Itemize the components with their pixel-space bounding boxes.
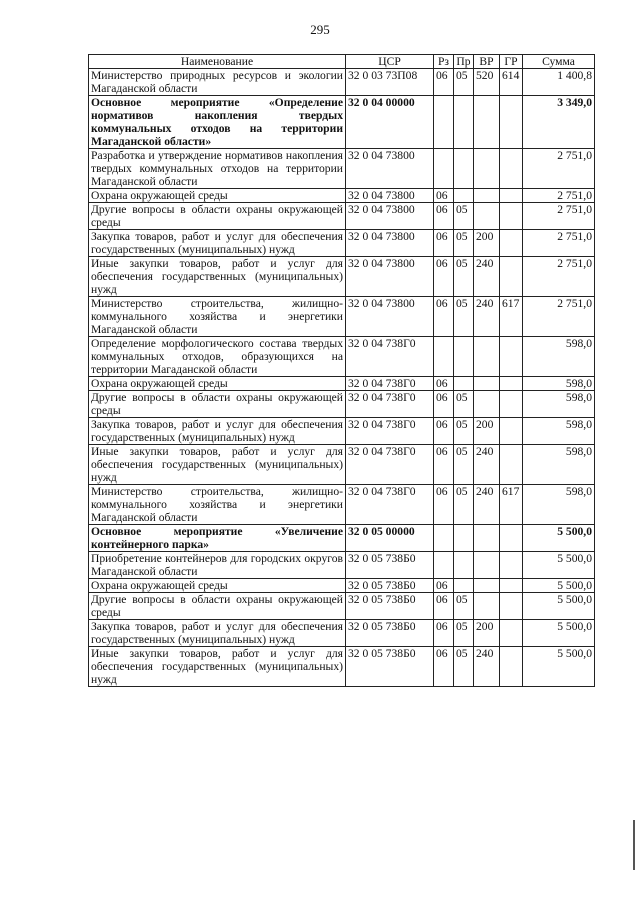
cell-pr (454, 525, 474, 552)
cell-rz: 06 (434, 377, 454, 391)
cell-rz: 06 (434, 593, 454, 620)
cell-pr: 05 (454, 203, 474, 230)
cell-gr (500, 257, 523, 297)
cell-pr (454, 189, 474, 203)
scan-edge-mark (633, 820, 635, 870)
cell-vr (474, 189, 500, 203)
cell-sum: 598,0 (523, 391, 595, 418)
cell-pr: 05 (454, 418, 474, 445)
cell-sum: 5 500,0 (523, 647, 595, 687)
page-number: 295 (310, 22, 330, 37)
cell-name: Приобретение контейнеров для городских округов Магаданской области (89, 552, 346, 579)
cell-rz (434, 149, 454, 189)
cell-rz: 06 (434, 230, 454, 257)
cell-rz: 06 (434, 189, 454, 203)
cell-pr: 05 (454, 230, 474, 257)
cell-gr (500, 96, 523, 149)
cell-csr: 32 0 04 00000 (346, 96, 434, 149)
cell-csr: 32 0 04 738Г0 (346, 337, 434, 377)
cell-vr: 240 (474, 647, 500, 687)
cell-gr (500, 525, 523, 552)
cell-csr: 32 0 05 738Б0 (346, 620, 434, 647)
cell-sum: 3 349,0 (523, 96, 595, 149)
cell-pr: 05 (454, 257, 474, 297)
header-rz: Рз (434, 55, 454, 69)
cell-rz: 06 (434, 647, 454, 687)
cell-sum: 5 500,0 (523, 525, 595, 552)
cell-gr (500, 189, 523, 203)
cell-rz: 06 (434, 579, 454, 593)
cell-sum: 5 500,0 (523, 552, 595, 579)
cell-name: Закупка товаров, работ и услуг для обеспечения государственных (муниципальных) нужд (89, 620, 346, 647)
cell-name: Основное мероприятие «Увеличение контейнерного парка» (89, 525, 346, 552)
cell-csr: 32 0 05 738Б0 (346, 552, 434, 579)
cell-pr: 05 (454, 485, 474, 525)
cell-csr: 32 0 04 73800 (346, 257, 434, 297)
header-csr: ЦСР (346, 55, 434, 69)
table-row (89, 257, 595, 297)
cell-rz (434, 525, 454, 552)
cell-csr: 32 0 03 73П08 (346, 69, 434, 96)
cell-csr: 32 0 05 00000 (346, 525, 434, 552)
cell-sum: 2 751,0 (523, 203, 595, 230)
table-row (89, 391, 595, 418)
table-row (89, 230, 595, 257)
cell-rz: 06 (434, 445, 454, 485)
cell-rz: 06 (434, 418, 454, 445)
table-row (89, 189, 595, 203)
cell-sum: 598,0 (523, 418, 595, 445)
cell-gr (500, 391, 523, 418)
cell-rz: 06 (434, 620, 454, 647)
cell-name: Определение морфологического состава твердых коммунальных отходов, образующихся на территории Магаданской области (89, 337, 346, 377)
cell-vr: 200 (474, 418, 500, 445)
cell-name: Другие вопросы в области охраны окружающей среды (89, 391, 346, 418)
cell-csr: 32 0 04 73800 (346, 297, 434, 337)
cell-name: Разработка и утверждение нормативов накопления твердых коммунальных отходов на территории Магаданской области (89, 149, 346, 189)
cell-sum: 2 751,0 (523, 189, 595, 203)
header-pr: Пр (454, 55, 474, 69)
cell-gr (500, 149, 523, 189)
cell-name: Охрана окружающей среды (89, 579, 346, 593)
cell-gr (500, 579, 523, 593)
cell-vr: 240 (474, 257, 500, 297)
cell-name: Иные закупки товаров, работ и услуг для обеспечения государственных (муниципальных) нужд (89, 257, 346, 297)
cell-name: Другие вопросы в области охраны окружающей среды (89, 593, 346, 620)
cell-csr: 32 0 04 73800 (346, 203, 434, 230)
cell-vr: 240 (474, 297, 500, 337)
cell-csr: 32 0 04 738Г0 (346, 485, 434, 525)
table-row (89, 297, 595, 337)
cell-vr (474, 593, 500, 620)
cell-gr: 617 (500, 485, 523, 525)
table-header-row (89, 55, 595, 69)
cell-pr (454, 96, 474, 149)
cell-gr (500, 337, 523, 377)
cell-pr: 05 (454, 297, 474, 337)
table-row (89, 418, 595, 445)
cell-vr: 200 (474, 230, 500, 257)
cell-gr (500, 377, 523, 391)
cell-pr: 05 (454, 445, 474, 485)
table-row (89, 377, 595, 391)
cell-csr: 32 0 04 73800 (346, 149, 434, 189)
cell-vr: 520 (474, 69, 500, 96)
cell-pr: 05 (454, 620, 474, 647)
cell-pr (454, 552, 474, 579)
table-row (89, 647, 595, 687)
cell-rz (434, 337, 454, 377)
header-vr: ВР (474, 55, 500, 69)
table-row (89, 525, 595, 552)
cell-pr (454, 149, 474, 189)
cell-sum: 2 751,0 (523, 230, 595, 257)
cell-csr: 32 0 04 738Г0 (346, 391, 434, 418)
cell-name: Другие вопросы в области охраны окружающей среды (89, 203, 346, 230)
table-row (89, 620, 595, 647)
header-name: Наименование (89, 55, 346, 69)
cell-name: Закупка товаров, работ и услуг для обеспечения государственных (муниципальных) нужд (89, 418, 346, 445)
cell-rz: 06 (434, 257, 454, 297)
cell-vr (474, 149, 500, 189)
table-row (89, 149, 595, 189)
cell-csr: 32 0 05 738Б0 (346, 647, 434, 687)
cell-rz: 06 (434, 391, 454, 418)
table-row (89, 552, 595, 579)
cell-name: Иные закупки товаров, работ и услуг для обеспечения государственных (муниципальных) нужд (89, 647, 346, 687)
cell-gr: 617 (500, 297, 523, 337)
cell-pr (454, 337, 474, 377)
cell-gr (500, 445, 523, 485)
cell-vr (474, 391, 500, 418)
cell-pr: 05 (454, 647, 474, 687)
cell-csr: 32 0 04 73800 (346, 189, 434, 203)
budget-table (88, 54, 595, 687)
cell-name: Охрана окружающей среды (89, 189, 346, 203)
cell-pr: 05 (454, 391, 474, 418)
table-row (89, 96, 595, 149)
table-row (89, 69, 595, 96)
table-row (89, 593, 595, 620)
cell-rz: 06 (434, 69, 454, 96)
cell-csr: 32 0 04 738Г0 (346, 445, 434, 485)
cell-rz: 06 (434, 485, 454, 525)
cell-sum: 598,0 (523, 445, 595, 485)
cell-csr: 32 0 04 738Г0 (346, 418, 434, 445)
cell-sum: 5 500,0 (523, 593, 595, 620)
cell-name: Министерство природных ресурсов и экологии Магаданской области (89, 69, 346, 96)
cell-pr (454, 377, 474, 391)
table-row (89, 485, 595, 525)
table-row (89, 337, 595, 377)
cell-vr: 240 (474, 485, 500, 525)
cell-gr (500, 647, 523, 687)
cell-sum: 2 751,0 (523, 297, 595, 337)
cell-rz (434, 96, 454, 149)
cell-name: Основное мероприятие «Определение нормативов накопления твердых коммунальных отходов на территории Магаданской области» (89, 96, 346, 149)
cell-sum: 5 500,0 (523, 620, 595, 647)
cell-gr: 614 (500, 69, 523, 96)
cell-vr (474, 525, 500, 552)
cell-name: Закупка товаров, работ и услуг для обеспечения государственных (муниципальных) нужд (89, 230, 346, 257)
table-row (89, 579, 595, 593)
cell-pr: 05 (454, 593, 474, 620)
cell-pr (454, 579, 474, 593)
cell-sum: 2 751,0 (523, 149, 595, 189)
cell-csr: 32 0 04 738Г0 (346, 377, 434, 391)
cell-vr: 200 (474, 620, 500, 647)
cell-rz (434, 552, 454, 579)
cell-gr (500, 552, 523, 579)
cell-name: Охрана окружающей среды (89, 377, 346, 391)
cell-vr (474, 337, 500, 377)
cell-name: Иные закупки товаров, работ и услуг для обеспечения государственных (муниципальных) нужд (89, 445, 346, 485)
cell-sum: 2 751,0 (523, 257, 595, 297)
header-sum: Сумма (523, 55, 595, 69)
cell-sum: 1 400,8 (523, 69, 595, 96)
cell-pr: 05 (454, 69, 474, 96)
header-gr: ГР (500, 55, 523, 69)
table-row (89, 203, 595, 230)
cell-csr: 32 0 05 738Б0 (346, 593, 434, 620)
cell-vr (474, 579, 500, 593)
cell-vr (474, 203, 500, 230)
cell-gr (500, 418, 523, 445)
cell-vr (474, 552, 500, 579)
cell-sum: 5 500,0 (523, 579, 595, 593)
cell-gr (500, 593, 523, 620)
cell-vr (474, 96, 500, 149)
cell-rz: 06 (434, 297, 454, 337)
cell-name: Министерство строительства, жилищно-коммунального хозяйства и энергетики Магаданской области (89, 297, 346, 337)
cell-csr: 32 0 04 73800 (346, 230, 434, 257)
table-body (89, 69, 595, 687)
cell-vr (474, 377, 500, 391)
cell-gr (500, 203, 523, 230)
cell-vr: 240 (474, 445, 500, 485)
cell-sum: 598,0 (523, 337, 595, 377)
cell-csr: 32 0 05 738Б0 (346, 579, 434, 593)
cell-sum: 598,0 (523, 485, 595, 525)
cell-gr (500, 620, 523, 647)
cell-gr (500, 230, 523, 257)
cell-name: Министерство строительства, жилищно-коммунального хозяйства и энергетики Магаданской области (89, 485, 346, 525)
cell-rz: 06 (434, 203, 454, 230)
table-row (89, 445, 595, 485)
cell-sum: 598,0 (523, 377, 595, 391)
